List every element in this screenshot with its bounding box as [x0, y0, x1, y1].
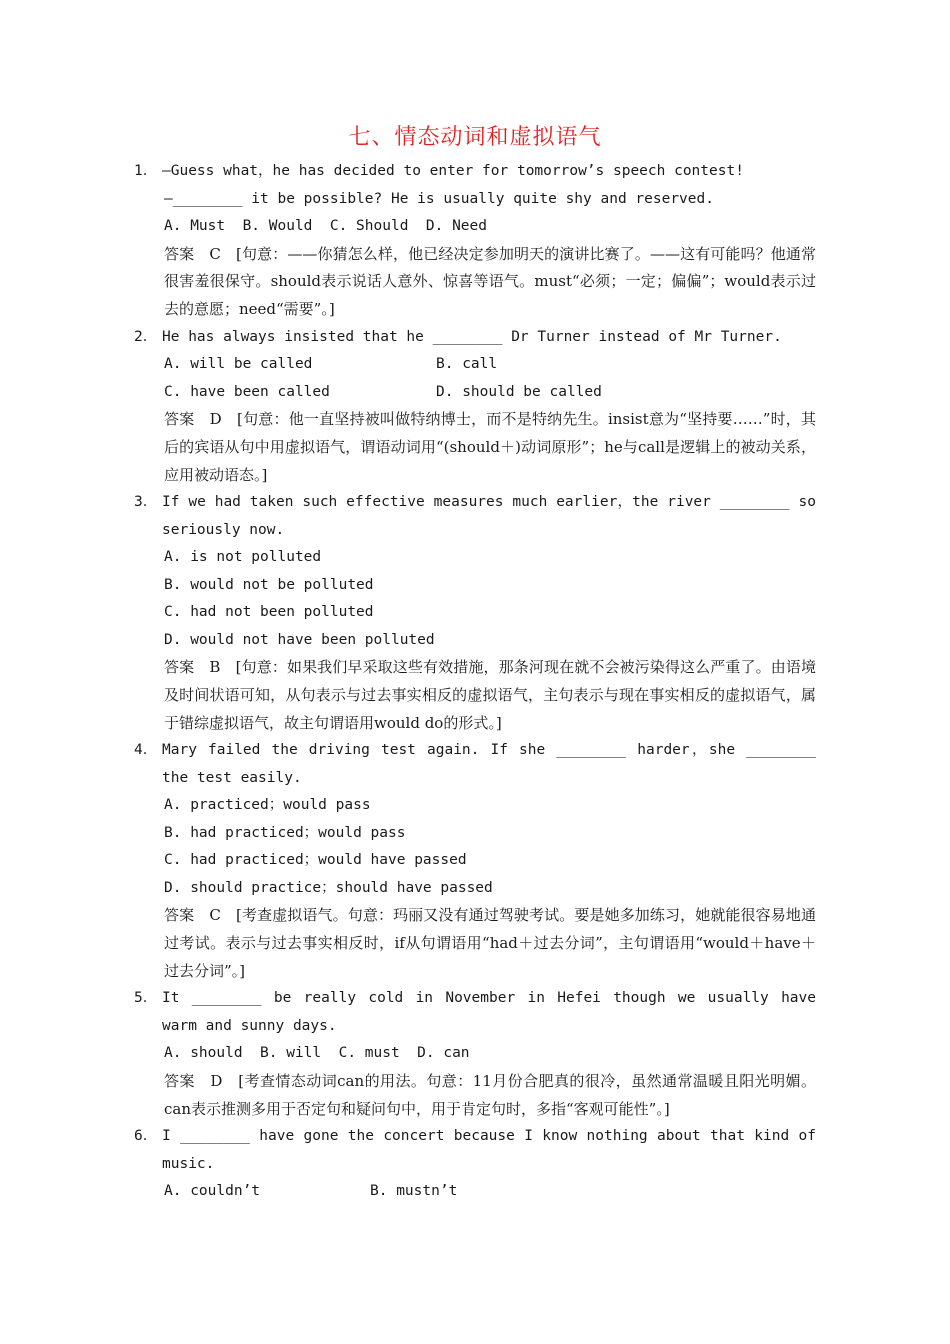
- question-number: 1．: [134, 163, 158, 179]
- question-stem: I ________ have gone the concert because I know nothing about that kind of music.: [162, 1128, 816, 1172]
- answer-explanation: 答案 C [句意：——你猜怎么样，他已经决定参加明天的演讲比赛了。——这有可能吗？他通常很害羞很保守。should表示说话人意外、惊喜等语气。must“必须；一定；偏偏”；would表示过去的意愿；need“需要”。]: [164, 244, 816, 318]
- option-c: C. had practiced；would have passed: [164, 852, 467, 869]
- option-a: A. will be called: [164, 356, 313, 373]
- answer-explanation: 答案 D [句意：他一直坚持被叫做特纳博士，而不是特纳先生。insist意为“坚持要……”时，其后的宾语从句中用虚拟语气，谓语动词用“(should＋)动词原形”；he与call是逻辑上的被动关系，应用被动语态。]: [164, 410, 816, 484]
- answer-explanation: 答案 B [句意：如果我们早采取这些有效措施，那条河现在就不会被污染得这么严重了。由语境及时间状语可知，从句表示与过去事实相反的虚拟语气，主句表示与现在事实相反的虚拟语气，属于错综虚拟语气，故主句谓语用would do的形式。]: [164, 658, 816, 732]
- option-c: C. have been called: [164, 383, 330, 400]
- option-d: D. would not have been polluted: [164, 631, 435, 648]
- question-stem-continued: —________ it be possible? He is usually quite shy and reserved.: [164, 190, 714, 207]
- option-b: B. had practiced；would pass: [164, 824, 406, 841]
- option-d: D. should be called: [436, 383, 602, 400]
- answer-explanation: 答案 D [考查情态动词can的用法。句意：11月份合肥真的很冷，虽然通常温暖且阳光明媚。can表示推测多用于否定句和疑问句中，用于肯定句时，多指“客观可能性”。]: [164, 1071, 816, 1118]
- page-title: 七、情态动词和虚拟语气: [348, 125, 602, 150]
- question-stem: It ________ be really cold in November in Hefei though we usually have warm and sunny days.: [162, 990, 816, 1034]
- options-grid: [134, 1178, 816, 1206]
- question-list: [134, 158, 816, 1206]
- question-2: [134, 324, 816, 490]
- option-b: B. mustn’t: [370, 1183, 458, 1200]
- question-3: [134, 489, 816, 737]
- option-b: B. call: [436, 356, 498, 373]
- question-6: [134, 1123, 816, 1206]
- option-a: A. is not polluted: [164, 549, 322, 566]
- question-5: [134, 985, 816, 1123]
- question-1: [134, 158, 816, 324]
- options-line: A. should B. will C. must D. can: [164, 1045, 470, 1062]
- question-number: 5．: [134, 990, 158, 1007]
- question-number: 2．: [134, 328, 158, 345]
- question-number: 6．: [134, 1128, 158, 1145]
- question-number: 4．: [134, 742, 158, 759]
- option-c: C. had not been polluted: [164, 604, 374, 621]
- option-b: B. would not be polluted: [164, 576, 374, 593]
- question-stem: —Guess what，he has decided to enter for tomorrow’s speech contest!: [162, 163, 744, 179]
- options-grid: [134, 351, 816, 406]
- question-stem: If we had taken such effective measures much earlier，the river ________ so seriously now.: [162, 494, 816, 538]
- options-line: A. Must B. Would C. Should D. Need: [164, 218, 488, 234]
- question-4: [134, 737, 816, 985]
- question-stem: Mary failed the driving test again. If she ________ harder，she ________ the test easily.: [162, 742, 816, 786]
- option-a: A. practiced；would pass: [164, 797, 371, 814]
- question-number: 3．: [134, 494, 158, 511]
- answer-explanation: 答案 C [考查虚拟语气。句意：玛丽又没有通过驾驶考试。要是她多加练习，她就能很容易地通过考试。表示与过去事实相反时，if从句谓语用“had＋过去分词”，主句谓语用“would＋have＋过去分词”。]: [164, 906, 816, 980]
- option-a: A. couldn’t: [164, 1183, 261, 1200]
- option-d: D. should practice；should have passed: [164, 879, 493, 896]
- question-stem: He has always insisted that he ________ Dr Turner instead of Mr Turner.: [162, 328, 782, 345]
